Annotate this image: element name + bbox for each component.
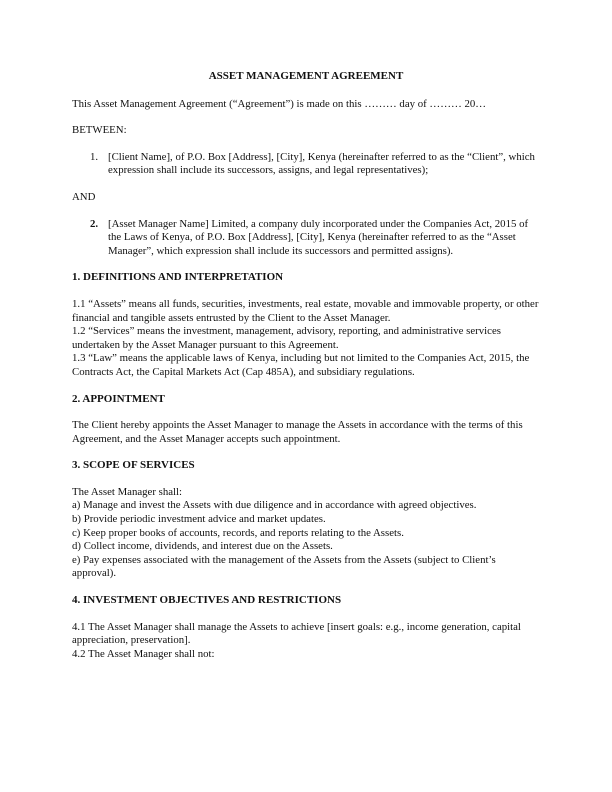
- section-line: 4.1 The Asset Manager shall manage the Assets to achieve [insert goals: e.g., income generation, capital appreciation, preservation].: [72, 620, 521, 647]
- agreement-intro: This Asset Management Agreement (“Agreement”) is made on this ……… day of ……… 20…: [72, 97, 487, 110]
- party-asset-manager: [90, 218, 540, 259]
- party-text: [Client Name], of P.O. Box [Address], [City], Kenya (hereinafter referred to as the “Client”, which expression shall include its successors, assigns, and legal representatives);: [108, 150, 535, 177]
- section-body-definitions: [72, 298, 540, 380]
- and-label: AND: [72, 190, 96, 203]
- section-line: e) Pay expenses associated with the management of the Assets from the Assets (subject to Client’s approval).: [72, 553, 496, 580]
- section-line: 1.3 “Law” means the applicable laws of Kenya, including but not limited to the Companies Act, 2015, the Contracts Act, the Capital Markets Act (Cap 485A), and subsidiary regulations.: [72, 352, 530, 378]
- section-body-objectives: [72, 621, 540, 662]
- section-line: The Client hereby appoints the Asset Manager to manage the Assets in accordance with the terms of this Agreement, and the Asset Manager accepts such appointment.: [72, 419, 523, 445]
- section-line: d) Collect income, dividends, and interest due on the Assets.: [72, 540, 333, 553]
- section-heading-definitions: 1. DEFINITIONS AND INTERPRETATION: [72, 271, 284, 284]
- between-label: BETWEEN:: [72, 124, 127, 137]
- party-client: [90, 151, 540, 178]
- section-line: c) Keep proper books of accounts, records, and reports relating to the Assets.: [72, 526, 404, 539]
- section-body-appointment: [72, 419, 540, 446]
- section-heading-objectives: 4. INVESTMENT OBJECTIVES AND RESTRICTIONS: [72, 594, 342, 607]
- section-heading-appointment: 2. APPOINTMENT: [72, 392, 165, 405]
- party-number: 1.: [90, 150, 99, 163]
- section-line: 1.1 “Assets” means all funds, securities, investments, real estate, movable and immovable property, or other financial and tangible assets entrusted by the Client to the Asset Manager.: [72, 297, 539, 324]
- section-line: 1.2 “Services” means the investment, management, advisory, reporting, and administrative services undertaken by the Asset Manager pursuant to this Agreement.: [72, 325, 501, 351]
- section-line: 4.2 The Asset Manager shall not:: [72, 647, 215, 660]
- section-line: a) Manage and invest the Assets with due diligence and in accordance with agreed objectives.: [72, 499, 477, 512]
- party-text: [Asset Manager Name] Limited, a company duly incorporated under the Companies Act, 2015 of the Laws of Kenya, of P.O. Box [Address], [City], Kenya (hereinafter referred to as the “Asset Manager”, which expression shall include its successors and permitted assigns).: [108, 217, 529, 257]
- section-line: b) Provide periodic investment advice and market updates.: [72, 513, 326, 526]
- party-number: 2.: [90, 217, 99, 230]
- section-body-scope: [72, 486, 540, 581]
- section-heading-scope: 3. SCOPE OF SERVICES: [72, 459, 195, 472]
- document-title: ASSET MANAGEMENT AGREEMENT: [208, 70, 404, 82]
- section-line: The Asset Manager shall:: [72, 485, 183, 498]
